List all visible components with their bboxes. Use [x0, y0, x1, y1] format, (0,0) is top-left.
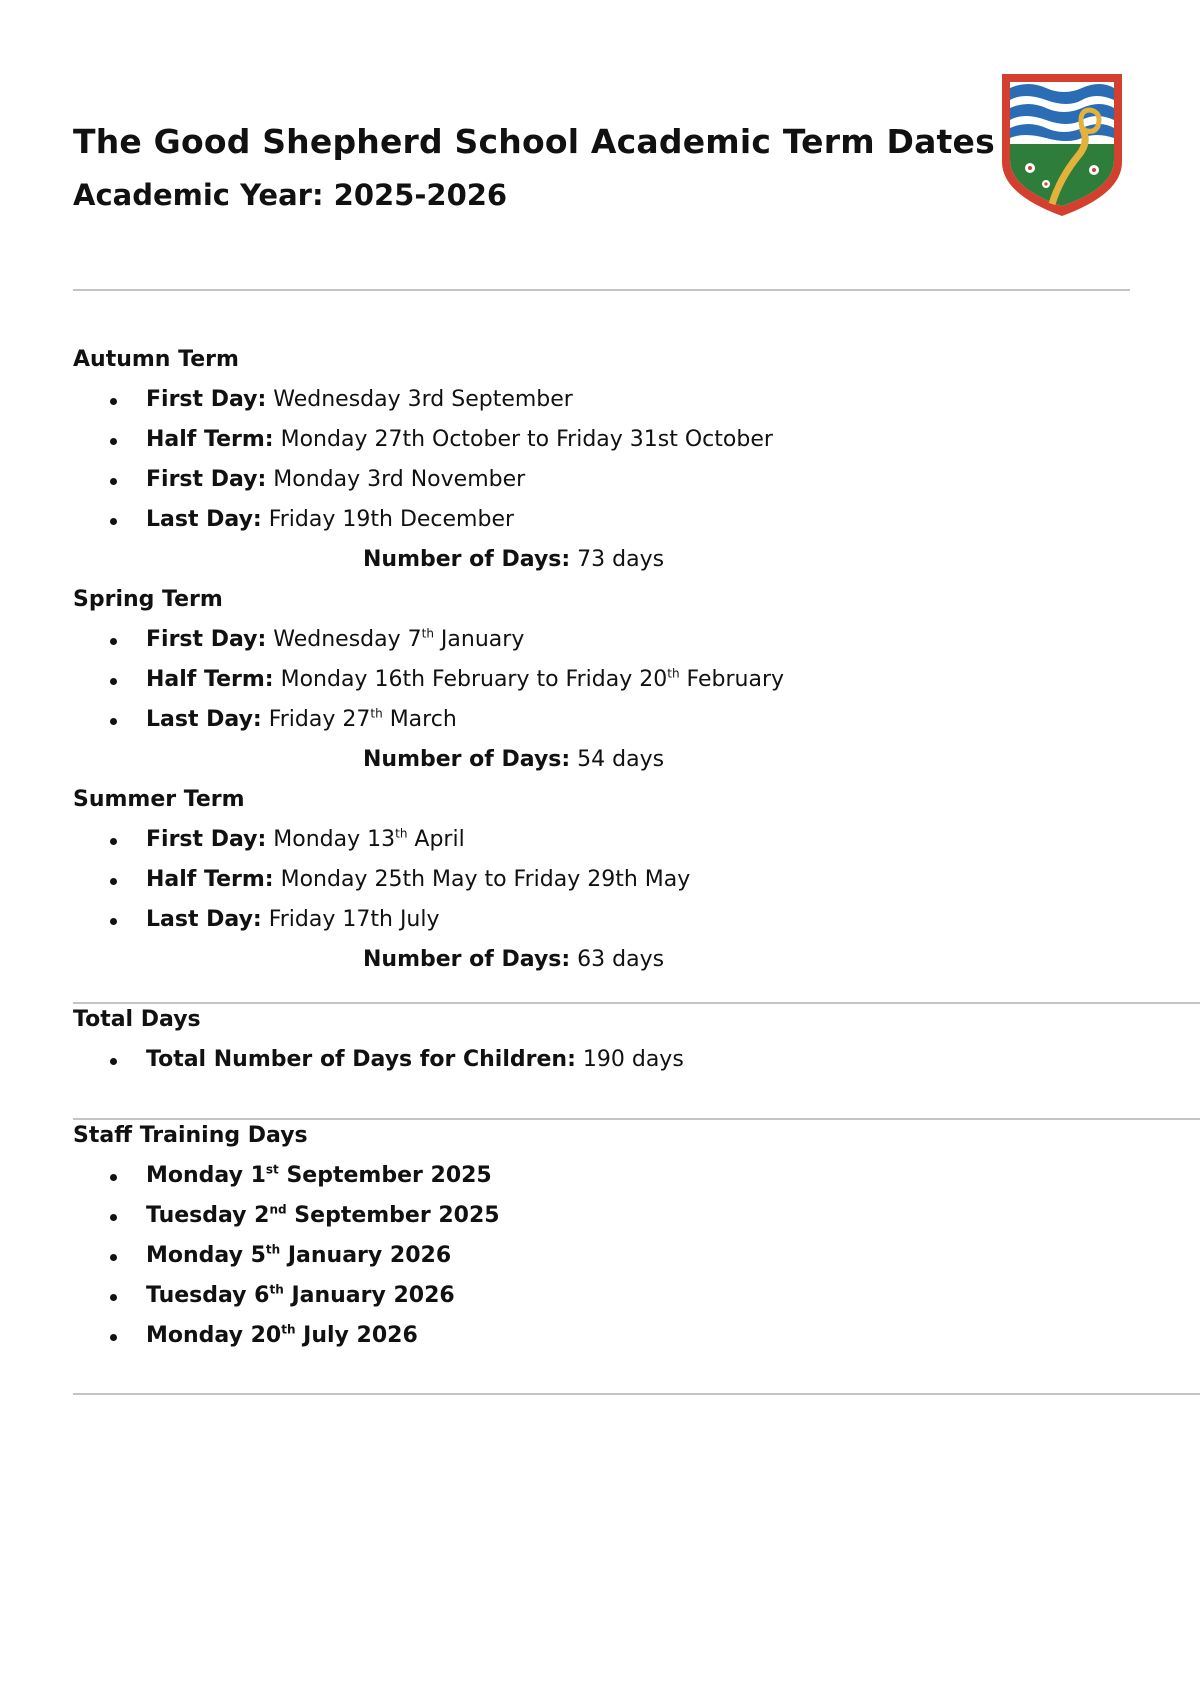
total-divider-bottom — [73, 1118, 1200, 1120]
list-item: Last Day: Friday 27th March — [73, 700, 1153, 740]
list-item: Last Day: Friday 17th July — [73, 900, 1153, 940]
spring-term-list — [73, 620, 1153, 740]
list-item: Tuesday 2nd September 2025 — [73, 1196, 1153, 1236]
spacer — [73, 1080, 1153, 1116]
list-item: Monday 1st September 2025 — [73, 1156, 1153, 1196]
total-divider-top — [73, 1002, 1200, 1004]
autumn-term-list — [73, 380, 1153, 540]
list-item: First Day: Wednesday 7th January — [73, 620, 1153, 660]
footer-divider — [73, 1393, 1200, 1395]
list-item: First Day: Monday 3rd November — [73, 460, 1153, 500]
total-days-section — [73, 1000, 1153, 1080]
school-crest-icon — [998, 70, 1126, 220]
autumn-term-section — [73, 340, 1153, 580]
autumn-term-heading: Autumn Term — [73, 347, 239, 372]
spring-term-section — [73, 580, 1153, 780]
list-item: Half Term: Monday 25th May to Friday 29th May — [73, 860, 1153, 900]
spring-term-heading: Spring Term — [73, 587, 223, 612]
list-item: First Day: Wednesday 3rd September — [73, 380, 1153, 420]
list-item: Monday 5th January 2026 — [73, 1236, 1153, 1276]
total-days-heading: Total Days — [73, 1007, 201, 1032]
list-item: Half Term: Monday 27th October to Friday 31st October — [73, 420, 1153, 460]
list-item: Last Day: Friday 19th December — [73, 500, 1153, 540]
list-item: First Day: Monday 13th April — [73, 820, 1153, 860]
total-days-list — [73, 1040, 1153, 1080]
summer-number-of-days: Number of Days: 63 days — [363, 947, 665, 972]
list-item: Monday 20th July 2026 — [73, 1316, 1153, 1356]
academic-year-subtitle: Academic Year: 2025-2026 — [73, 178, 508, 212]
staff-training-list — [73, 1156, 1153, 1356]
autumn-number-of-days: Number of Days: 73 days — [363, 547, 665, 572]
staff-training-section — [73, 1116, 1153, 1356]
list-item: Half Term: Monday 16th February to Friday 20th February — [73, 660, 1153, 700]
summer-term-list — [73, 820, 1153, 940]
list-item: Tuesday 6th January 2026 — [73, 1276, 1153, 1316]
page-title: The Good Shepherd School Academic Term Dates — [73, 122, 995, 161]
list-item: Total Number of Days for Children: 190 days — [73, 1040, 1153, 1080]
summer-term-section — [73, 780, 1153, 980]
staff-training-heading: Staff Training Days — [73, 1123, 308, 1148]
spring-number-of-days: Number of Days: 54 days — [363, 747, 665, 772]
header-divider — [73, 289, 1130, 291]
term-dates-content — [73, 340, 1153, 1356]
summer-term-heading: Summer Term — [73, 787, 245, 812]
spacer — [73, 980, 1153, 1000]
